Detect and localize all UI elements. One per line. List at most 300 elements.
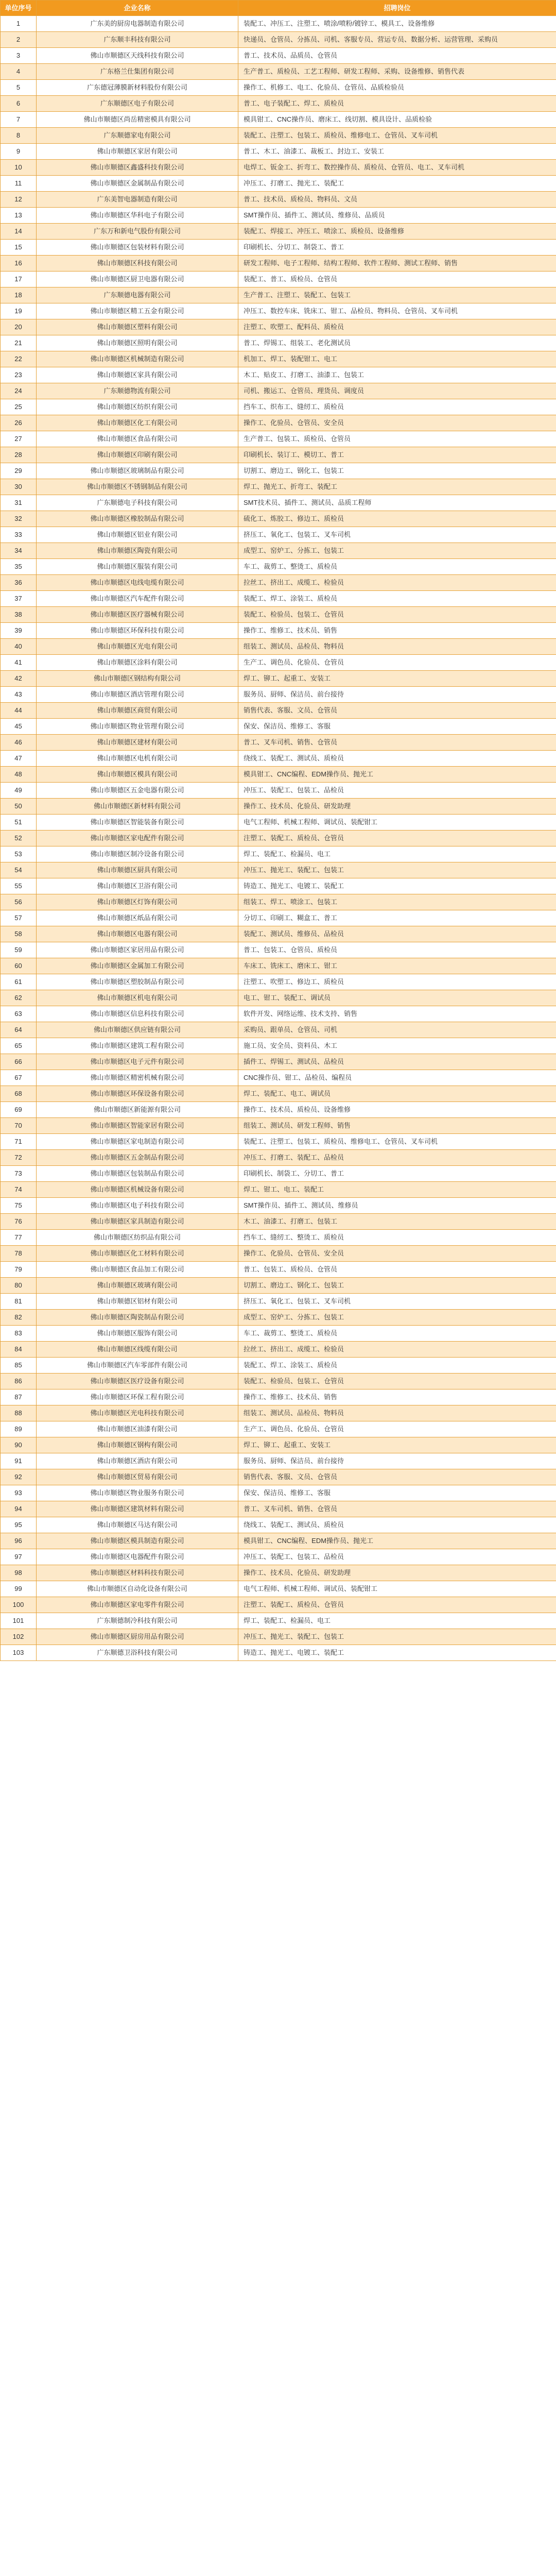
job-positions: 操作工、维修工、技术员、销售 (238, 623, 556, 639)
company-name: 佛山市顺德区家居有限公司 (37, 144, 238, 160)
table-row (1, 511, 556, 527)
table-row (1, 591, 556, 607)
job-positions: 挡车工、织布工、缝纫工、质检员 (238, 399, 556, 415)
row-index: 59 (1, 942, 37, 958)
company-name: 佛山市顺德区电器有限公司 (37, 926, 238, 942)
row-index: 90 (1, 1437, 37, 1453)
job-positions: 拉丝工、挤出工、成缆工、检验员 (238, 575, 556, 591)
row-index: 26 (1, 415, 37, 431)
row-index: 8 (1, 128, 37, 144)
company-name: 佛山市顺德区鑫盛科技有限公司 (37, 160, 238, 176)
row-index: 29 (1, 463, 37, 479)
row-index: 39 (1, 623, 37, 639)
row-index: 72 (1, 1150, 37, 1166)
company-name: 佛山市顺德区环保科技有限公司 (37, 623, 238, 639)
job-positions: 操作工、机修工、电工、化验员、仓管员、品质检验员 (238, 80, 556, 96)
job-positions: 销售代表、客服、文员、仓管员 (238, 1469, 556, 1485)
table-row (1, 942, 556, 958)
row-index: 40 (1, 639, 37, 655)
company-name: 佛山市顺德区模具制造有限公司 (37, 1533, 238, 1549)
job-positions: 操作工、技术员、质检员、设备维修 (238, 1102, 556, 1118)
table-row (1, 192, 556, 208)
job-positions: 研发工程师、电子工程师、结构工程师、软件工程师、测试工程师、销售 (238, 256, 556, 272)
table-row (1, 719, 556, 735)
job-positions: 生产工、调色员、化验员、仓管员 (238, 655, 556, 671)
table-row (1, 144, 556, 160)
row-index: 47 (1, 751, 37, 767)
job-positions: 车工、裁剪工、整烫工、质检员 (238, 559, 556, 575)
company-name: 广东顺德卫浴科技有限公司 (37, 1645, 238, 1661)
job-positions: 挤压工、氧化工、包装工、叉车司机 (238, 1294, 556, 1310)
job-positions: 冲压工、打磨工、装配工、品检员 (238, 1150, 556, 1166)
table-row (1, 431, 556, 447)
job-positions: 装配工、注塑工、包装工、质检员、维修电工、仓管员、叉车司机 (238, 128, 556, 144)
row-index: 100 (1, 1597, 37, 1613)
company-name: 佛山市顺德区建材有限公司 (37, 735, 238, 751)
company-name: 佛山市顺德区涂料有限公司 (37, 655, 238, 671)
table-row (1, 1294, 556, 1310)
company-name: 广东格兰仕集团有限公司 (37, 64, 238, 80)
table-row (1, 351, 556, 367)
row-index: 53 (1, 846, 37, 862)
company-name: 佛山市顺德区贸易有限公司 (37, 1469, 238, 1485)
row-index: 24 (1, 383, 37, 399)
table-row (1, 990, 556, 1006)
row-index: 56 (1, 894, 37, 910)
row-index: 19 (1, 303, 37, 319)
row-index: 50 (1, 799, 37, 815)
table-row (1, 1629, 556, 1645)
company-name: 广东顺德区电子有限公司 (37, 96, 238, 112)
row-index: 32 (1, 511, 37, 527)
header-index: 单位序号 (1, 1, 37, 16)
company-name: 佛山市顺德区陶瓷有限公司 (37, 543, 238, 559)
company-name: 佛山市顺德区商贸有限公司 (37, 703, 238, 719)
company-name: 佛山市顺德区光电科技有限公司 (37, 1405, 238, 1421)
job-positions: 操作工、维修工、技术员、销售 (238, 1389, 556, 1405)
row-index: 51 (1, 815, 37, 831)
company-name: 佛山市顺德区马达有限公司 (37, 1517, 238, 1533)
row-index: 5 (1, 80, 37, 96)
job-positions: 普工、包装工、仓管员、质检员 (238, 942, 556, 958)
company-name: 佛山市顺德区天线科技有限公司 (37, 48, 238, 64)
company-name: 佛山市顺德区环保工程有限公司 (37, 1389, 238, 1405)
job-positions: 施工员、安全员、资料员、木工 (238, 1038, 556, 1054)
row-index: 99 (1, 1581, 37, 1597)
company-name: 佛山市顺德区金属加工有限公司 (37, 958, 238, 974)
job-positions: 装配工、冲压工、注塑工、喷涂/喷粉/镀锌工、模具工、设备维修 (238, 16, 556, 32)
company-name: 佛山市顺德区五金制品有限公司 (37, 1150, 238, 1166)
row-index: 11 (1, 176, 37, 192)
company-name: 佛山市顺德区精工五金有限公司 (37, 303, 238, 319)
table-row (1, 256, 556, 272)
job-positions: 保安、保洁员、维修工、客服 (238, 1485, 556, 1501)
row-index: 91 (1, 1453, 37, 1469)
row-index: 18 (1, 287, 37, 303)
job-positions: 分切工、印刷工、糊盒工、普工 (238, 910, 556, 926)
table-row (1, 1310, 556, 1326)
company-name: 广东顺德电器有限公司 (37, 287, 238, 303)
row-index: 7 (1, 112, 37, 128)
table-row (1, 1597, 556, 1613)
row-index: 75 (1, 1198, 37, 1214)
row-index: 70 (1, 1118, 37, 1134)
table-row (1, 224, 556, 240)
job-positions: 成型工、窑炉工、分拣工、包装工 (238, 1310, 556, 1326)
table-row (1, 64, 556, 80)
table-row (1, 1517, 556, 1533)
table-row (1, 1405, 556, 1421)
table-row (1, 463, 556, 479)
table-row (1, 1166, 556, 1182)
row-index: 101 (1, 1613, 37, 1629)
company-name: 广东万和新电气股份有限公司 (37, 224, 238, 240)
company-name: 佛山市顺德区服装有限公司 (37, 559, 238, 575)
row-index: 82 (1, 1310, 37, 1326)
company-name: 佛山市顺德区医疗设备有限公司 (37, 1374, 238, 1389)
row-index: 22 (1, 351, 37, 367)
row-index: 37 (1, 591, 37, 607)
table-row (1, 1421, 556, 1437)
table-row (1, 1358, 556, 1374)
job-positions: 普工、包装工、质检员、仓管员 (238, 1262, 556, 1278)
table-row (1, 1469, 556, 1485)
table-row (1, 974, 556, 990)
company-name: 佛山市顺德区材料科技有限公司 (37, 1565, 238, 1581)
company-name: 佛山市顺德区印刷有限公司 (37, 447, 238, 463)
table-row (1, 575, 556, 591)
row-index: 58 (1, 926, 37, 942)
job-positions: 组装工、测试员、研发工程师、销售 (238, 1118, 556, 1134)
job-positions: 电焊工、钣金工、折弯工、数控操作员、质检员、仓管员、电工、叉车司机 (238, 160, 556, 176)
row-index: 85 (1, 1358, 37, 1374)
company-name: 佛山市顺德区医疗器械有限公司 (37, 607, 238, 623)
company-name: 佛山市顺德区电机有限公司 (37, 751, 238, 767)
table-row (1, 447, 556, 463)
company-name: 佛山市顺德区金属制品有限公司 (37, 176, 238, 192)
company-name: 佛山市顺德区玻璃有限公司 (37, 1278, 238, 1294)
company-name: 佛山市顺德区化工有限公司 (37, 415, 238, 431)
table-row (1, 479, 556, 495)
job-positions: 电工、钳工、装配工、调试员 (238, 990, 556, 1006)
table-row (1, 543, 556, 559)
company-name: 广东顺德物流有限公司 (37, 383, 238, 399)
table-row (1, 16, 556, 32)
row-index: 54 (1, 862, 37, 878)
company-name: 佛山市顺德区五金电器有限公司 (37, 783, 238, 799)
table-row (1, 160, 556, 176)
job-positions: 装配工、测试员、维修员、品检员 (238, 926, 556, 942)
table-row (1, 1565, 556, 1581)
table-row (1, 335, 556, 351)
company-name: 佛山市顺德区钢构有限公司 (37, 1437, 238, 1453)
job-positions: 挡车工、缝纫工、整烫工、质检员 (238, 1230, 556, 1246)
table-row (1, 208, 556, 224)
job-positions: 焊工、铆工、起重工、安装工 (238, 1437, 556, 1453)
table-row (1, 495, 556, 511)
table-row (1, 319, 556, 335)
row-index: 66 (1, 1054, 37, 1070)
table-row (1, 767, 556, 783)
row-index: 87 (1, 1389, 37, 1405)
company-name: 佛山市顺德区机电有限公司 (37, 990, 238, 1006)
company-name: 佛山市顺德区照明有限公司 (37, 335, 238, 351)
company-name: 佛山市顺德区家电配件有限公司 (37, 831, 238, 846)
company-name: 佛山市顺德区新材料有限公司 (37, 799, 238, 815)
job-positions: 焊工、装配工、检漏员、电工 (238, 846, 556, 862)
table-row (1, 383, 556, 399)
header-jobs: 招聘岗位 (238, 1, 556, 16)
row-index: 57 (1, 910, 37, 926)
company-name: 佛山市顺德区制冷设备有限公司 (37, 846, 238, 862)
job-positions: 普工、焊锡工、组装工、老化测试员 (238, 335, 556, 351)
row-index: 46 (1, 735, 37, 751)
company-name: 佛山市顺德区华科电子有限公司 (37, 208, 238, 224)
row-index: 79 (1, 1262, 37, 1278)
row-index: 73 (1, 1166, 37, 1182)
company-name: 佛山市顺德区酒店有限公司 (37, 1453, 238, 1469)
company-name: 佛山市顺德区光电有限公司 (37, 639, 238, 655)
table-row (1, 703, 556, 719)
job-positions: 模具钳工、CNC编程、EDM操作员、抛光工 (238, 1533, 556, 1549)
row-index: 92 (1, 1469, 37, 1485)
row-index: 9 (1, 144, 37, 160)
company-name: 佛山市顺德区线缆有限公司 (37, 1342, 238, 1358)
row-index: 28 (1, 447, 37, 463)
company-name: 佛山市顺德区精密机械有限公司 (37, 1070, 238, 1086)
row-index: 25 (1, 399, 37, 415)
job-positions: 冲压工、打磨工、抛光工、装配工 (238, 176, 556, 192)
row-index: 14 (1, 224, 37, 240)
job-positions: 操作工、化验员、仓管员、安全员 (238, 1246, 556, 1262)
company-name: 佛山市顺德区环保设备有限公司 (37, 1086, 238, 1102)
row-index: 23 (1, 367, 37, 383)
job-positions: 注塑工、吹塑工、修边工、质检员 (238, 974, 556, 990)
job-positions: 冲压工、装配工、包装工、品检员 (238, 783, 556, 799)
job-positions: 绕线工、装配工、测试员、质检员 (238, 1517, 556, 1533)
job-positions: 冲压工、抛光工、装配工、包装工 (238, 862, 556, 878)
job-positions: 注塑工、吹塑工、配料员、质检员 (238, 319, 556, 335)
table-row (1, 894, 556, 910)
company-name: 佛山市顺德区家居用品有限公司 (37, 942, 238, 958)
row-index: 103 (1, 1645, 37, 1661)
row-index: 16 (1, 256, 37, 272)
table-row (1, 735, 556, 751)
table-row (1, 783, 556, 799)
job-positions: 操作工、技术员、化验员、研发助理 (238, 799, 556, 815)
company-name: 佛山市顺德区塑胶制品有限公司 (37, 974, 238, 990)
row-index: 63 (1, 1006, 37, 1022)
table-row (1, 367, 556, 383)
table-row (1, 176, 556, 192)
row-index: 6 (1, 96, 37, 112)
company-name: 广东美智电器制造有限公司 (37, 192, 238, 208)
job-positions: 电气工程师、机械工程师、调试员、装配钳工 (238, 1581, 556, 1597)
row-index: 67 (1, 1070, 37, 1086)
job-positions: 普工、技术员、质检员、物料员、文员 (238, 192, 556, 208)
table-row (1, 415, 556, 431)
table-row (1, 128, 556, 144)
table-row (1, 1453, 556, 1469)
company-name: 佛山市顺德区物业服务有限公司 (37, 1485, 238, 1501)
table-row (1, 240, 556, 256)
table-row (1, 1437, 556, 1453)
job-positions: 注塑工、装配工、质检员、仓管员 (238, 831, 556, 846)
company-name: 佛山市顺德区化工材料有限公司 (37, 1246, 238, 1262)
table-row (1, 1246, 556, 1262)
row-index: 10 (1, 160, 37, 176)
row-index: 96 (1, 1533, 37, 1549)
table-row (1, 1134, 556, 1150)
row-index: 17 (1, 272, 37, 287)
table-row (1, 1038, 556, 1054)
job-positions: 销售代表、客服、文员、仓管员 (238, 703, 556, 719)
job-positions: 挤压工、氧化工、包装工、叉车司机 (238, 527, 556, 543)
table-row (1, 1549, 556, 1565)
row-index: 3 (1, 48, 37, 64)
row-index: 49 (1, 783, 37, 799)
row-index: 86 (1, 1374, 37, 1389)
job-positions: 快递员、仓管员、分拣员、司机、客服专员、营运专员、数据分析、运营管理、采购员 (238, 32, 556, 48)
company-name: 佛山市顺德区铝材有限公司 (37, 1294, 238, 1310)
company-name: 佛山市顺德区家具有限公司 (37, 367, 238, 383)
table-row (1, 639, 556, 655)
job-positions: 装配工、普工、质检员、仓管员 (238, 272, 556, 287)
job-positions: 装配工、焊工、涂装工、质检员 (238, 1358, 556, 1374)
job-positions: 铸造工、抛光工、电镀工、装配工 (238, 878, 556, 894)
row-index: 102 (1, 1629, 37, 1645)
company-name: 佛山市顺德区酒店管理有限公司 (37, 687, 238, 703)
row-index: 64 (1, 1022, 37, 1038)
table-row (1, 607, 556, 623)
table-row (1, 926, 556, 942)
company-name: 佛山市顺德区物业管理有限公司 (37, 719, 238, 735)
table-row (1, 1389, 556, 1405)
job-positions: 普工、叉车司机、销售、仓管员 (238, 735, 556, 751)
job-positions: 焊工、装配工、检漏员、电工 (238, 1613, 556, 1629)
job-positions: 冲压工、数控车床、铣床工、钳工、品检员、物料员、仓管员、叉车司机 (238, 303, 556, 319)
company-name: 佛山市顺德区陶瓷制品有限公司 (37, 1310, 238, 1326)
company-name: 佛山市顺德区汽车配件有限公司 (37, 591, 238, 607)
table-row (1, 1054, 556, 1070)
job-positions: 保安、保洁员、维修工、客服 (238, 719, 556, 735)
table-row (1, 751, 556, 767)
company-name: 佛山市顺德区家电零件有限公司 (37, 1597, 238, 1613)
table-row (1, 1581, 556, 1597)
job-positions: 切割工、磨边工、钢化工、包装工 (238, 463, 556, 479)
table-row (1, 287, 556, 303)
company-name: 佛山市顺德区电器配件有限公司 (37, 1549, 238, 1565)
row-index: 78 (1, 1246, 37, 1262)
job-positions: 装配工、检验员、包装工、仓管员 (238, 1374, 556, 1389)
job-positions: 生产普工、包装工、质检员、仓管员 (238, 431, 556, 447)
job-positions: 绕线工、装配工、测试员、质检员 (238, 751, 556, 767)
row-index: 30 (1, 479, 37, 495)
row-index: 69 (1, 1102, 37, 1118)
row-index: 35 (1, 559, 37, 575)
company-name: 广东顺德家电有限公司 (37, 128, 238, 144)
company-name: 佛山市顺德区纸品有限公司 (37, 910, 238, 926)
row-index: 38 (1, 607, 37, 623)
job-positions: 车工、裁剪工、整烫工、质检员 (238, 1326, 556, 1342)
row-index: 52 (1, 831, 37, 846)
company-name: 佛山市顺德区新能源有限公司 (37, 1102, 238, 1118)
table-row (1, 799, 556, 815)
table-row (1, 1342, 556, 1358)
row-index: 27 (1, 431, 37, 447)
row-index: 60 (1, 958, 37, 974)
row-index: 48 (1, 767, 37, 783)
row-index: 65 (1, 1038, 37, 1054)
job-positions: 电气工程师、机械工程师、调试员、装配钳工 (238, 815, 556, 831)
table-body (1, 16, 556, 1661)
company-name: 佛山市顺德区食品有限公司 (37, 431, 238, 447)
job-positions: 装配工、检验员、包装工、仓管员 (238, 607, 556, 623)
row-index: 31 (1, 495, 37, 511)
table-row (1, 1501, 556, 1517)
company-name: 佛山市顺德区电子科技有限公司 (37, 1198, 238, 1214)
row-index: 13 (1, 208, 37, 224)
company-name: 佛山市顺德区服饰有限公司 (37, 1326, 238, 1342)
table-row (1, 1533, 556, 1549)
row-index: 81 (1, 1294, 37, 1310)
row-index: 4 (1, 64, 37, 80)
row-index: 34 (1, 543, 37, 559)
row-index: 74 (1, 1182, 37, 1198)
row-index: 89 (1, 1421, 37, 1437)
company-name: 佛山市顺德区自动化设备有限公司 (37, 1581, 238, 1597)
job-positions: 操作工、化验员、仓管员、安全员 (238, 415, 556, 431)
job-positions: 成型工、窑炉工、分拣工、包装工 (238, 543, 556, 559)
job-positions: 印刷机长、分切工、制袋工、普工 (238, 240, 556, 256)
table-row (1, 958, 556, 974)
row-index: 97 (1, 1549, 37, 1565)
company-name: 佛山市顺德区建筑工程有限公司 (37, 1038, 238, 1054)
job-positions: 焊工、装配工、电工、调试员 (238, 1086, 556, 1102)
table-row (1, 1485, 556, 1501)
row-index: 71 (1, 1134, 37, 1150)
job-positions: 普工、技术员、品质员、仓管员 (238, 48, 556, 64)
table-row (1, 1645, 556, 1661)
row-index: 61 (1, 974, 37, 990)
company-name: 佛山市顺德区钢结构有限公司 (37, 671, 238, 687)
company-name: 广东美的厨房电器制造有限公司 (37, 16, 238, 32)
company-name: 佛山市顺德区智能家居有限公司 (37, 1118, 238, 1134)
row-index: 1 (1, 16, 37, 32)
table-row (1, 815, 556, 831)
company-name: 佛山市顺德区纺织有限公司 (37, 399, 238, 415)
table-row (1, 1022, 556, 1038)
company-name: 佛山市顺德区家具制造有限公司 (37, 1214, 238, 1230)
table-row (1, 1262, 556, 1278)
company-name: 佛山市顺德区玻璃制品有限公司 (37, 463, 238, 479)
job-positions: 注塑工、装配工、质检员、仓管员 (238, 1597, 556, 1613)
job-positions: 焊工、抛光工、折弯工、装配工 (238, 479, 556, 495)
job-positions: 生产普工、质检员、工艺工程师、研发工程师、采购、设备维修、销售代表 (238, 64, 556, 80)
table-row (1, 623, 556, 639)
row-index: 93 (1, 1485, 37, 1501)
job-positions: 模具钳工、CNC操作员、磨床工、线切割、模具设计、品质检验 (238, 112, 556, 128)
job-positions: 普工、电子装配工、焊工、质检员 (238, 96, 556, 112)
row-index: 2 (1, 32, 37, 48)
job-positions: 焊工、铆工、起重工、安装工 (238, 671, 556, 687)
table-row (1, 878, 556, 894)
row-index: 41 (1, 655, 37, 671)
job-positions: 生产工、调色员、化验员、仓管员 (238, 1421, 556, 1437)
job-positions: 操作工、技术员、化验员、研发助理 (238, 1565, 556, 1581)
company-name: 佛山市顺德区机械制造有限公司 (37, 351, 238, 367)
company-name: 佛山市顺德区科技有限公司 (37, 256, 238, 272)
